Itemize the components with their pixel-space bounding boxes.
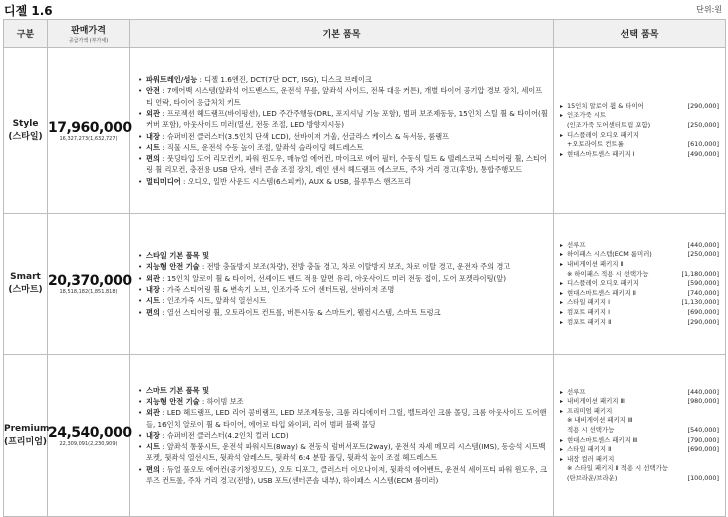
- option-name: ▸ 선루프: [567, 240, 586, 249]
- feature-item: [138, 307, 549, 318]
- feature-text: : 듀얼 풀오토 에어컨(공기청정모드), 오토 디포그, 클러스터 이오나이저, 뒷좌석 에어벤트, 운전석 세이프티 파워 윈도우, 크루즈 컨트롤, 주차 거리 경고(전방), USB 포트(센터콘솔 내부), 하이패스 시스템(ECM 룸미러): [146, 464, 547, 486]
- option-price: [290,000]: [687, 101, 719, 110]
- option-item: [560, 150, 719, 160]
- feature-text: : 풋딩타입 도어 리모컨키, 파워 윈도우, 매뉴얼 에어컨, 마이크로 에어 필터, 수동식 틸트 & 텔레스코픽 스티어링 휠, 스티어링 휠 리모컨, 충전용 USB 단자, 센터 콘솔 조절 장치, 레인 센서 헤드램프 에스코트, 주차 거리 경고(후방), 통합주행모드: [146, 154, 547, 175]
- option-price: [590,000]: [687, 279, 719, 288]
- feature-text: : 가죽 스티어링 휠 & 변속기 노브, 인조가죽 도어 센터트림, 선바이저 조명: [159, 285, 395, 294]
- feature-text: : LED 헤드램프, LED 리어 콤비램프, LED 보조제동등, 크롬 라디에이터 그릴, 벨트라인 크롬 몰딩, 크롬 아웃사이드 도어핸들, 16인치 알로이 휠 & 타이어, 에어로 타입 와이퍼, 리어 범퍼 블랙 몰딩: [146, 408, 547, 429]
- trim-name: Style: [12, 118, 39, 129]
- option-price: [690,000]: [687, 307, 719, 316]
- option-name: 적용 시 선택가능: [567, 425, 615, 434]
- feature-item: [138, 407, 549, 430]
- feature-item: [138, 108, 549, 131]
- feature-text: : 앞좌석 통풍시트, 운전석 파워시트(8way) & 전동식 럼버서포트(2way), 운전석 자세 메모리 시스템(IMS), 동승석 시트백 포켓, 뒷좌석 열선시트, 뒷좌석 암레스트, 뒷좌석 6:4 분할 폴딩, 뒷좌석 높이 조절 헤드레스트: [146, 442, 546, 463]
- option-item: [560, 241, 719, 251]
- feature-list: [138, 250, 549, 318]
- option-item: [560, 436, 719, 446]
- feature-label: 시트: [146, 442, 160, 452]
- feature-label: 내장: [146, 285, 160, 294]
- option-name: ▸ 현대스마트센스 패키지 Ⅲ: [567, 435, 638, 444]
- feature-label: 시트: [146, 142, 160, 152]
- trim-name-kr: (스마트): [8, 285, 43, 295]
- header-price-label: 판매가격: [71, 26, 106, 36]
- base-features-cell: [130, 48, 554, 214]
- price-cell: [48, 48, 130, 214]
- option-item: [560, 455, 719, 465]
- option-name: ▸ 스타일 패키지 Ⅰ: [567, 298, 610, 307]
- option-name: ※ 스타일 패키지 Ⅱ 적용 시 선택가능: [567, 464, 668, 473]
- trim-name: Smart: [10, 272, 41, 282]
- price-table: [3, 19, 726, 517]
- option-name: ※ 하이패스 적용 시 선택가능: [567, 269, 649, 278]
- option-item: [560, 426, 719, 436]
- options-cell: [554, 214, 726, 355]
- feature-text: : 인조가죽 시트, 앞좌석 열선시트: [159, 296, 267, 306]
- trim-name-cell: [4, 214, 48, 355]
- feature-label: 스타일 기본 품목 및: [146, 251, 210, 261]
- option-item: [560, 464, 719, 474]
- option-name: +오토라이트 컨트롤: [567, 140, 624, 149]
- base-features-cell: [130, 355, 554, 517]
- option-price: [740,000]: [687, 288, 719, 297]
- feature-label: 지능형 안전 기술: [146, 396, 200, 406]
- feature-item: [138, 273, 549, 284]
- option-item: [560, 279, 719, 289]
- option-item: [560, 270, 719, 280]
- price-cell: [48, 214, 130, 355]
- price-value: 24,540,000: [48, 424, 132, 441]
- option-price: [250,000]: [687, 250, 719, 259]
- option-price: [1,130,000]: [681, 298, 719, 307]
- option-item: [560, 397, 719, 407]
- feature-text: : 15인치 알로이 휠 & 타이어, 선셰이드 밴드 적용 앞면 유리, 아웃사이드 미러 전동 접이, 도어 포켓라이팅(앞): [159, 273, 507, 283]
- option-name: ▸ 프리미엄 패키지: [567, 406, 613, 415]
- option-price: [790,000]: [687, 435, 719, 444]
- option-name: ▸ 컴포트 패키지 Ⅰ: [567, 307, 610, 316]
- page-title: 디젤 1.6: [4, 4, 53, 18]
- header-options: 선택 품목: [554, 20, 726, 48]
- option-item: [560, 250, 719, 260]
- option-name: ▸ 내비게이션 패키지 Ⅲ: [567, 397, 625, 406]
- feature-list: [138, 385, 549, 487]
- option-item: [560, 445, 719, 455]
- price-sub-value: 18,518,182(1,851,818): [59, 289, 118, 295]
- feature-label: 지능형 안전 기술: [146, 262, 200, 272]
- option-name: ▸ 현대스마트센스 패키지 Ⅱ: [567, 288, 636, 297]
- option-price: [980,000]: [687, 397, 719, 406]
- option-price: [1,180,000]: [681, 269, 719, 278]
- option-name: (탄브라운/브라운): [567, 473, 618, 482]
- feature-text: : 오디오, 일반 사운드 시스템(6스피커), AUX & USB, 블루투스 핸즈프리: [180, 176, 412, 186]
- trim-name-cell: [4, 48, 48, 214]
- option-item: [560, 407, 719, 417]
- option-item: [560, 474, 719, 484]
- option-name: (인조가죽 도어센터트림 포함): [567, 120, 651, 129]
- option-item: [560, 298, 719, 308]
- option-price: [100,000]: [687, 473, 719, 482]
- price-sub-value: 16,327,273(1,632,727): [59, 135, 118, 142]
- feature-item: [138, 396, 549, 407]
- feature-item: [138, 153, 549, 176]
- feature-item: [138, 142, 549, 153]
- feature-item: [138, 176, 549, 187]
- header-price: [48, 20, 130, 48]
- feature-label: 파워트레인/성능: [146, 75, 198, 85]
- option-list: [560, 102, 719, 160]
- trim-row: [4, 48, 726, 214]
- option-price: [490,000]: [687, 149, 719, 158]
- feature-item: [138, 250, 549, 261]
- option-item: [560, 121, 719, 131]
- price-sub-value: 22,309,091(2,230,909): [59, 440, 118, 447]
- feature-label: 안전: [146, 86, 160, 96]
- feature-text: : 전방 충돌방지 보조(차량), 전방 충돌 경고, 차로 이탈방지 보조, 차로 이탈 경고, 운전자 주의 경고: [199, 262, 511, 272]
- feature-text: : 슈퍼비전 클러스터(3.5인치 단색 LCD), 선바이저 거울, 선글라스 케이스 & 독서등, 룸램프: [159, 131, 450, 141]
- feature-label: 편의: [146, 307, 160, 317]
- option-price: [440,000]: [687, 240, 719, 249]
- option-name: ▸ 내장 컬러 패키지: [567, 454, 615, 463]
- trim-name: Premium: [4, 423, 50, 434]
- feature-text: : 디젤 1.6엔진, DCT(7단 DCT, ISG), 디스크 브레이크: [197, 75, 372, 85]
- option-item: [560, 131, 719, 141]
- option-name: ▸ 디스플레이 오디오 패키지: [567, 279, 639, 288]
- option-name: ※ 내비게이션 패키지 Ⅲ: [567, 416, 633, 425]
- header-base: 기본 품목: [130, 20, 554, 48]
- feature-label: 외관: [146, 108, 160, 118]
- option-item: [560, 111, 719, 121]
- trim-name-cell: [4, 355, 48, 517]
- feature-item: [138, 284, 549, 295]
- feature-item: [138, 441, 549, 464]
- feature-label: 외관: [146, 273, 160, 283]
- header-price-sub: 공급가액 (부가세): [68, 38, 109, 44]
- feature-text: : 하이빔 보조: [199, 396, 244, 406]
- option-price: [250,000]: [687, 120, 719, 129]
- feature-label: 편의: [146, 154, 160, 164]
- feature-item: [138, 85, 549, 108]
- option-name: ▸ 15인치 알로이 휠 & 타이어: [567, 101, 644, 110]
- option-item: [560, 102, 719, 112]
- trim-name-kr: (프리미엄): [4, 436, 48, 447]
- feature-label: 시트: [146, 296, 160, 306]
- feature-label: 스마트 기본 품목 및: [146, 385, 210, 395]
- feature-item: [138, 74, 549, 85]
- price-value: 20,370,000: [48, 273, 132, 289]
- option-name: ▸ 컴포트 패키지 Ⅱ: [567, 317, 612, 326]
- feature-text: : 프로젝션 헤드램프(바이펑션), LED 주간주행등(DRL, 포지셔닝 기능 포함), 범퍼 보조제동등, 15인치 스틸 휠 & 타이어(휠커버 포함), 아웃사이드 미러(열선, 전동 조절, LED 방향지시등): [146, 108, 548, 130]
- feature-item: [138, 464, 549, 487]
- option-item: [560, 260, 719, 270]
- option-price: [690,000]: [687, 445, 719, 454]
- option-item: [560, 416, 719, 426]
- feature-text: : 열선 스티어링 휠, 오토라이트 컨트롤, 버튼시동 & 스마트키, 웰컴시스템, 스마트 트렁크: [159, 307, 441, 317]
- feature-label: 내장: [146, 131, 160, 141]
- option-name: ▸ 디스플레이 오디오 패키지: [567, 130, 639, 139]
- feature-label: 편의: [146, 464, 160, 474]
- feature-text: : 슈퍼비전 클러스터(4.2인치 컬러 LCD): [159, 430, 289, 440]
- feature-list: [138, 74, 549, 187]
- header-category: 구분: [4, 20, 48, 48]
- unit-label: 단위:원: [696, 5, 722, 14]
- feature-text: : 직물 시트, 운전석 수동 높이 조절, 앞좌석 슬라이딩 헤드레스트: [159, 142, 364, 152]
- trim-row: [4, 214, 726, 355]
- option-item: [560, 289, 719, 299]
- option-price: [440,000]: [687, 387, 719, 396]
- option-item: [560, 388, 719, 398]
- base-features-cell: [130, 214, 554, 355]
- feature-item: [138, 385, 549, 396]
- option-item: [560, 308, 719, 318]
- feature-item: [138, 131, 549, 142]
- option-price: [290,000]: [687, 317, 719, 326]
- feature-item: [138, 295, 549, 306]
- feature-text: : 7에어백 시스템(앞좌석 어드밴스드, 운전석 무릎, 앞좌석 사이드, 전복 대응 커튼), 개별 타이어 공기압 경보 장치, 세이프티 언락, 타이어 응급처치 키트: [146, 86, 543, 107]
- trim-row: [4, 355, 726, 517]
- trim-name-kr: (스타일): [8, 131, 43, 142]
- option-item: [560, 318, 719, 328]
- option-price: [540,000]: [687, 425, 719, 434]
- price-cell: [48, 355, 130, 517]
- option-name: ▸ 스타일 패키지 Ⅱ: [567, 445, 612, 454]
- feature-label: 외관: [146, 408, 160, 418]
- option-list: [560, 388, 719, 484]
- option-name: ▸ 선루프: [567, 387, 586, 396]
- feature-item: [138, 261, 549, 272]
- feature-item: [138, 430, 549, 441]
- feature-label: 멀티미디어: [146, 176, 181, 186]
- option-name: ▸ 인조가죽 시트: [567, 111, 607, 120]
- option-price: [610,000]: [687, 140, 719, 149]
- option-name: ▸ 내비게이션 패키지 Ⅱ: [567, 260, 624, 269]
- option-name: ▸ 현대스마트센스 패키지 Ⅰ: [567, 149, 635, 158]
- options-cell: [554, 48, 726, 214]
- price-value: 17,960,000: [48, 119, 132, 136]
- table-header-row: [4, 20, 726, 48]
- option-list: [560, 241, 719, 327]
- option-name: ▸ 하이패스 시스템(ECM 룸미러): [567, 250, 652, 259]
- feature-label: 내장: [146, 430, 160, 440]
- option-item: [560, 140, 719, 150]
- options-cell: [554, 355, 726, 517]
